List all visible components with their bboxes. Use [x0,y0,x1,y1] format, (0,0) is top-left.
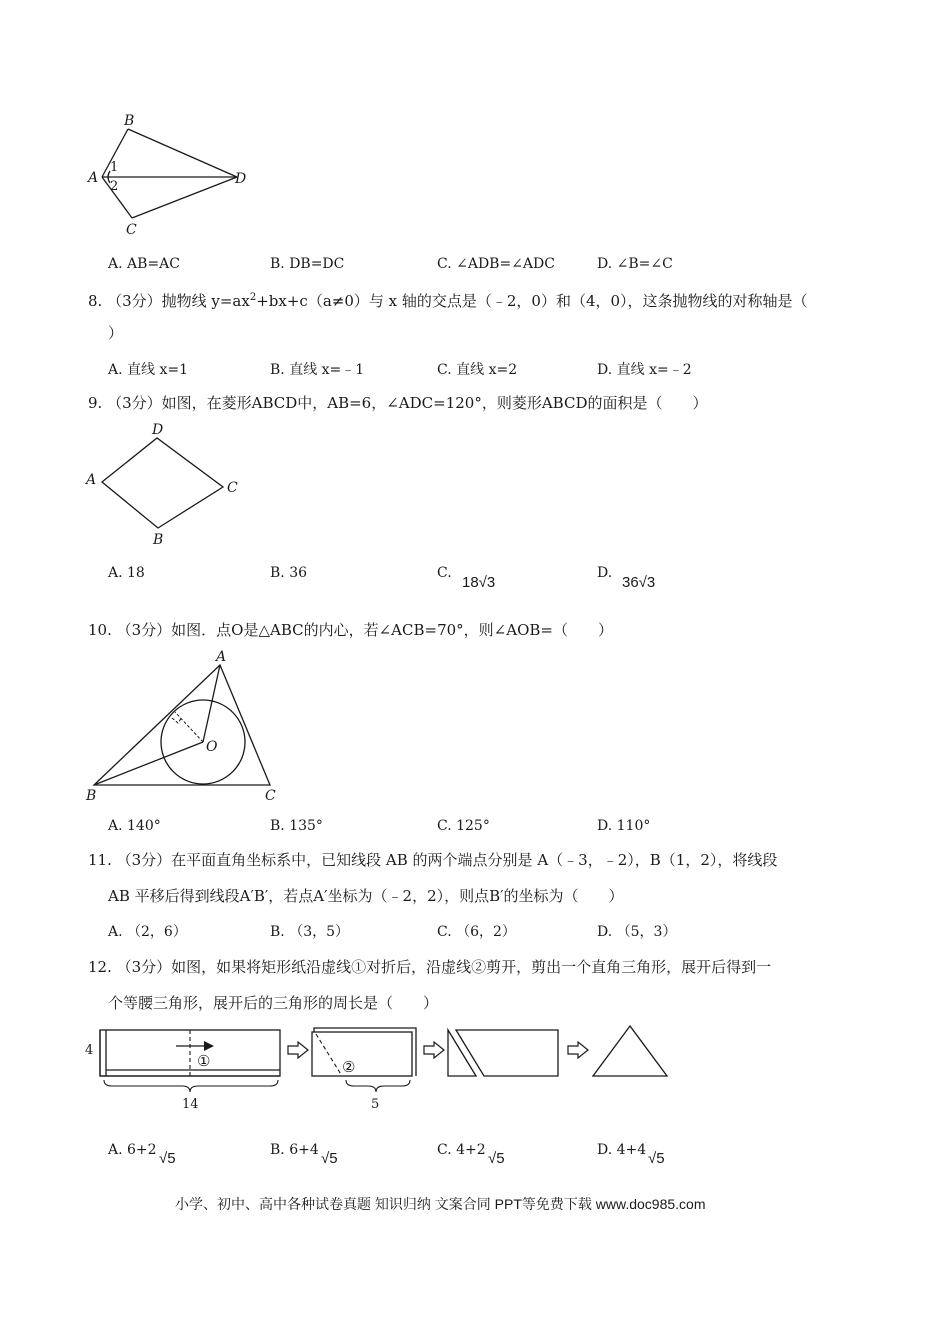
label-A: A [216,649,227,665]
q11-option-b: B. （3，5） [270,924,350,940]
q7-option-c: C. ∠ADB=∠ADC [437,256,555,272]
q10-incircle-figure [80,645,300,810]
q8-option-a: A. 直线 x=1 [108,362,188,378]
q8-option-b: B. 直线 x=﹣1 [270,362,365,378]
q12-option-b-radical: √5 [321,1150,338,1167]
q8-text-post: +bx+c（a≠0）与 x 轴的交点是（﹣2，0）和（4，0），这条抛物线的对称轴是（ [256,292,808,310]
q8-option-d: D. 直线 x=﹣2 [597,362,692,378]
q9-option-b: B. 36 [270,565,308,581]
q12-option-a: A. 6+2 [108,1142,157,1158]
label-C: C [265,788,276,804]
q7-figure [80,105,280,245]
q12-question-line1: 12. （3分）如图，如果将矩形纸沿虚线①对折后，沿虚线②剪开，剪出一个直角三角形，展开后得到一 [88,958,772,976]
label-A: A [88,170,99,186]
q12-option-d: D. 4+4 [597,1142,647,1158]
q12-option-a-radical: √5 [159,1150,176,1167]
label-D: D [152,422,164,438]
q12-folding-figure [80,1018,700,1128]
q10-option-c: C. 125° [437,818,490,834]
q8-text-pre: 8. （3分）抛物线 y=ax [88,292,250,310]
q7-option-a: A. AB=AC [108,256,180,272]
q11-option-a: A. （2，6） [108,924,187,940]
angle-2: 2 [110,179,119,194]
q7-option-d: D. ∠B=∠C [597,256,673,272]
q10-option-d: D. 110° [597,818,651,834]
q12-option-c: C. 4+2 [437,1142,486,1158]
width-label-14: 14 [182,1097,199,1112]
q8-question [88,288,808,311]
label-B: B [86,788,97,804]
q11-option-c: C. （6，2） [437,924,516,940]
q8-option-c: C. 直线 x=2 [437,362,518,378]
q12-question-line2: 个等腰三角形，展开后的三角形的周长是（ ） [108,994,439,1012]
q12-option-c-radical: √5 [488,1150,505,1167]
circle-1-label: ① [197,1052,211,1070]
q9-option-c: C. [437,565,452,581]
q10-option-a: A. 140° [108,818,161,834]
q9-option-d-value: 36√3 [622,574,656,591]
q12-option-d-radical: √5 [648,1150,665,1167]
angle-1: 1 [110,160,119,175]
length-label-5: 5 [371,1097,380,1112]
label-B: B [124,113,135,129]
q10-question: 10. （3分）如图．点O是△ABC的内心，若∠ACB=70°，则∠AOB=（ ） [88,621,613,639]
q9-option-c-value: 18√3 [462,574,496,591]
q12-option-b: B. 6+4 [270,1142,319,1158]
q9-option-d: D. [597,565,613,581]
circle-2-label: ② [342,1058,356,1076]
height-label-4: 4 [85,1043,94,1058]
label-A: A [86,472,97,488]
page-footer: 小学、初中、高中各种试卷真题 知识归纳 文案合同 PPT等免费下载 www.doc985.com [175,1196,706,1212]
q11-question-line1: 11. （3分）在平面直角坐标系中，已知线段 AB 的两个端点分别是 A（﹣3，﹣2），B（1，2），将线段 [88,851,778,869]
q8-exponent: 2 [249,292,257,303]
q10-option-b: B. 135° [270,818,323,834]
label-O: O [206,739,218,755]
q9-option-a: A. 18 [108,565,145,581]
q9-rhombus-figure [80,418,250,553]
label-C: C [227,480,238,496]
label-D: D [235,171,247,187]
q8-question-line2: ） [108,324,124,342]
q11-option-d: D. （5，3） [597,924,677,940]
q9-question: 9. （3分）如图，在菱形ABCD中，AB=6，∠ADC=120°，则菱形ABCD的面积是（ ） [88,394,708,412]
label-B: B [153,532,164,548]
label-C: C [126,222,137,238]
q11-question-line2: AB 平移后得到线段A′B′，若点A′坐标为（﹣2，2），则点B′的坐标为（ ） [108,887,624,905]
q7-option-b: B. DB=DC [270,256,345,272]
